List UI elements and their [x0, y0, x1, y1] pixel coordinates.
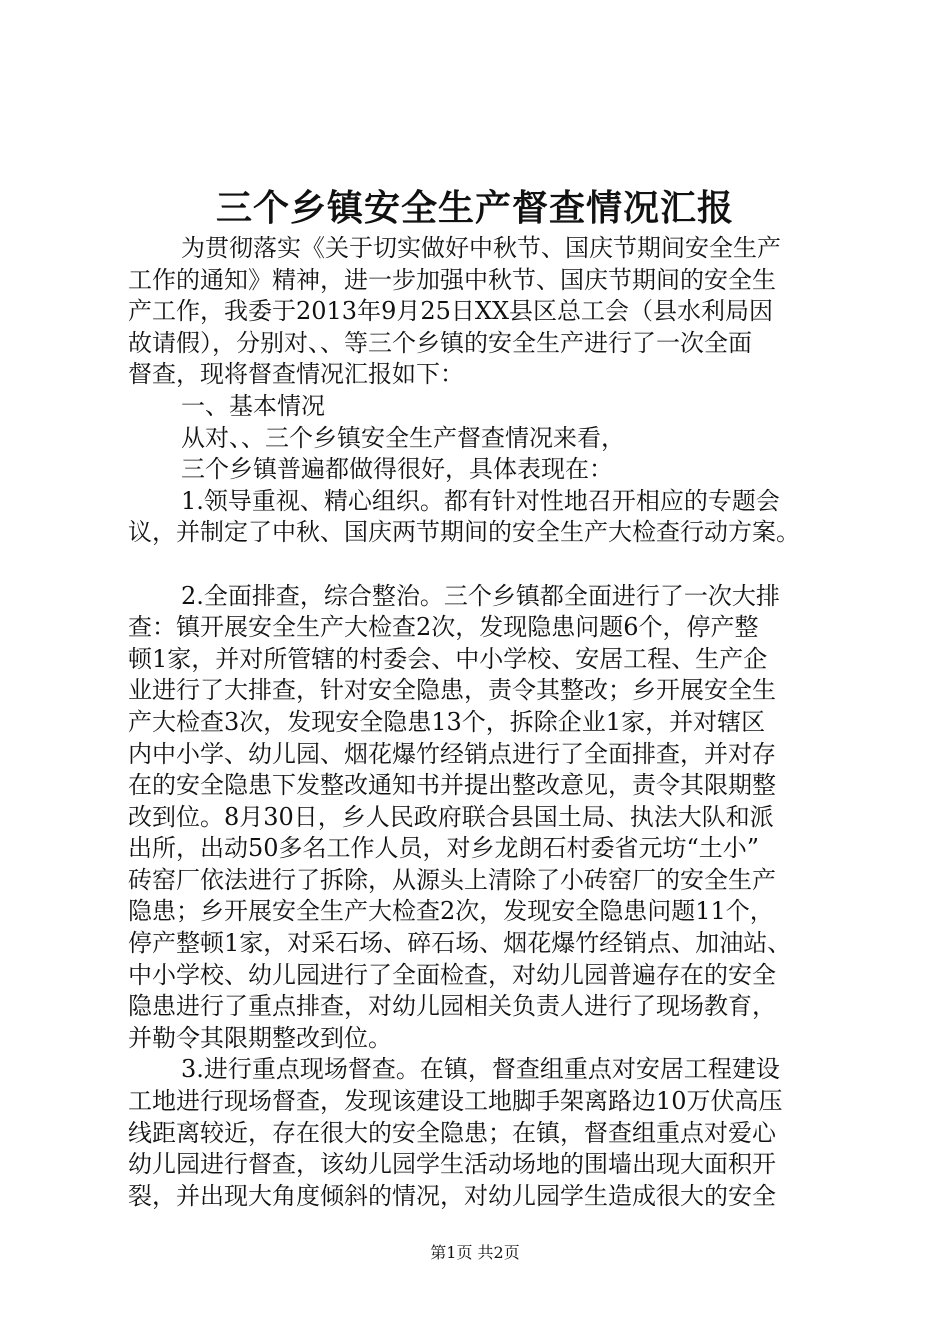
- paragraph-line: 并勒令其限期整改到位。: [128, 1023, 392, 1052]
- paragraph-line: 3.进行重点现场督查。在镇，督查组重点对安居工程建设: [181, 1055, 780, 1084]
- section-heading: 一、基本情况: [181, 391, 325, 420]
- paragraph-line: 顿1家，并对所管辖的村委会、中小学校、安居工程、生产企: [128, 644, 768, 673]
- paragraph-line: 议，并制定了中秋、国庆两节期间的安全生产大检查行动方案。: [128, 518, 800, 547]
- paragraph-line: 督查，现将督查情况汇报如下：: [128, 360, 464, 389]
- paragraph-line: 为贯彻落实《关于切实做好中秋节、国庆节期间安全生产: [181, 234, 781, 262]
- paragraph-line: 产工作，我委于2013年9月25日XX县区总工会（县水利局因: [128, 297, 774, 326]
- paragraph-line: 改到位。8月30日，乡人民政府联合县国土局、执法大队和派: [128, 802, 774, 831]
- paragraph-line: 故请假），分别对、、等三个乡镇的安全生产进行了一次全面: [128, 328, 752, 357]
- paragraph-line: 内中小学、幼儿园、烟花爆竹经销点进行了全面排查，并对存: [128, 739, 776, 768]
- paragraph-line: 停产整顿1家，对采石场、碎石场、烟花爆竹经销点、加油站、: [128, 929, 792, 958]
- paragraph-line: 业进行了大排查，针对安全隐患，责令其整改；乡开展安全生: [128, 676, 776, 705]
- document-body: [128, 233, 840, 1212]
- paragraph-line: 工地进行现场督查，发现该建设工地脚手架离路边10万伏高压: [128, 1087, 783, 1116]
- paragraph-line: 在的安全隐患下发整改通知书并提出整改意见，责令其限期整: [128, 771, 776, 800]
- paragraph-line: 1.领导重视、精心组织。都有针对性地召开相应的专题会: [181, 486, 780, 515]
- paragraph-line: 出所，出动50多名工作人员，对乡龙朗石村委省元坊“土小”: [128, 834, 760, 863]
- paragraph-line: 线距离较近，存在很大的安全隐患；在镇，督查组重点对爱心: [128, 1118, 776, 1147]
- paragraph-line: 工作的通知》精神，进一步加强中秋节、国庆节期间的安全生: [128, 265, 776, 294]
- paragraph-line: 三个乡镇普遍都做得很好，具体表现在：: [181, 455, 613, 484]
- paragraph-line: 2.全面排查，综合整治。三个乡镇都全面进行了一次大排: [181, 581, 780, 610]
- paragraph-line: 幼儿园进行督查，该幼儿园学生活动场地的围墙出现大面积开: [128, 1150, 776, 1179]
- document-title: 三个乡镇安全生产督查情况汇报: [215, 187, 734, 229]
- paragraph-line: 查：镇开展安全生产大检查2次，发现隐患问题6个，停产整: [128, 613, 759, 642]
- paragraph-line: 产大检查3次，发现安全隐患13个，拆除企业1家，并对辖区: [128, 707, 766, 736]
- paragraph-line: 从对、、三个乡镇安全生产督查情况来看，: [181, 423, 625, 452]
- paragraph-line: 中小学校、幼儿园进行了全面检查，对幼儿园普遍存在的安全: [128, 960, 776, 989]
- paragraph-gap: [128, 549, 840, 581]
- page-footer: 第1页 共2页: [430, 1243, 520, 1262]
- paragraph-line: 砖窑厂依法进行了拆除，从源头上清除了小砖窑厂的安全生产: [128, 865, 776, 894]
- paragraph-line: 隐患进行了重点排查，对幼儿园相关负责人进行了现场教育，: [128, 992, 776, 1021]
- paragraph-line: 裂，并出现大角度倾斜的情况，对幼儿园学生造成很大的安全: [128, 1181, 776, 1210]
- paragraph-line: 隐患；乡开展安全生产大检查2次，发现安全隐患问题11个，: [128, 897, 774, 926]
